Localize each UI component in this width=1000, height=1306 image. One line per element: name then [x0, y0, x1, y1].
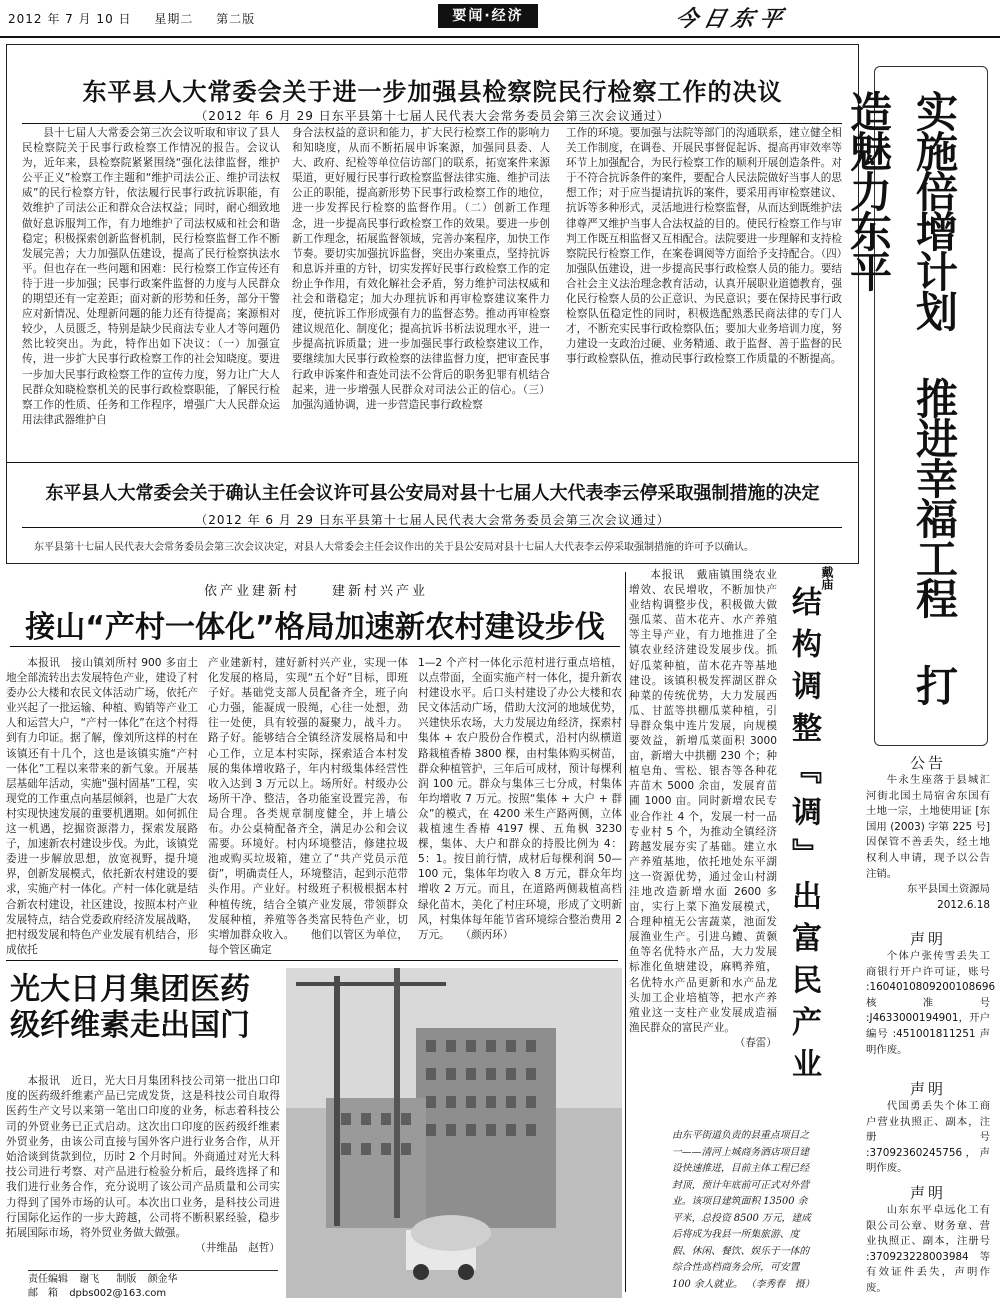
notice-statement-1 — [866, 928, 996, 1058]
article1-subtitle: （2012 年 6 月 29 日东平县第十七届人民代表大会常务委员会第三次会议通过） — [195, 109, 670, 123]
notices-column — [866, 752, 996, 1302]
article1-paragraph: 工作的环境。要加强与法院等部门的沟通联系，建立健全相关工作制度，在调卷、开展民事督促起诉、提高再审效率等环节上加强配合，为民行检察工作的顺利开展创造条件。对于不符合抗诉条件的案件，要配合人民法院做好当事人的思想工作；对于应当提请抗诉的案件，要采用再审检察建议、抗诉等多种形式，灵活地进行检察监督，从而达到既维护法律尊严又维护当事人合法权益的目的。使民行检察工作与审判工作既互相监督又互相配合。法院要进一步理解和支持检察院民行检察工作，在案卷调阅等方面给予支持配合。（四）加强队伍建设，进一步提高民事行政检察人员的能力。要结合社会主义法治理念教育活动，认真开展职业道德教育，强化民行检察人员的公正意识、为民意识；要在保持民事行政检察队伍稳定性的同时，积极选配熟悉民商法律的专门人才，不断充实民事行政检察队伍；要加大业务培训力度，努力建设一支政治过硬、业务精通、敢于监督、善于监督的民事行政检察队伍，推动民事行政检察工作质量的不断提高。 — [566, 127, 842, 366]
article1-column-2 — [292, 126, 550, 461]
notice-title: 声明 — [909, 1184, 946, 1202]
header-page: 第二版 — [216, 12, 256, 26]
article3-rule — [10, 646, 620, 647]
notice-text: 代国勇丢失个体工商户营业执照正、副本，注册号 :37092360245756，声明作废。 — [866, 1100, 990, 1175]
footer-credits — [28, 1270, 278, 1301]
article3-column-2 — [208, 656, 408, 956]
footer-editor-label: 责任编辑 — [28, 1274, 68, 1285]
photo-credit: （李秀春 摄） — [745, 1278, 815, 1290]
article4-top-rule — [6, 960, 618, 961]
notice-title: 声明 — [909, 1080, 946, 1098]
article3-paragraph: 1—2 个产村一体化示范村进行重点培植，以点带面，全面实施产村一体化，提升新农村建设水平。后口头村建设了办公大楼和农民文体活动广场，借助大汶河的地域优势，兴建快乐农场，大力发展边角经济，探索村集体 + 农户股份合作模式，沿村内纵横道路栽植香椿 3800 棵，由村集体购买树苗，群众种植管护，三年后可成材，预计每棵利润 100 元。群众与集体三七分成，村集体年均增收 7 万元。按照“集体 + 大户 + 群众”的模式，在 4200 米生产路两侧，立体栽植速生香椿 4197 棵、五角枫 3230 棵，集体、大户和群众的持股比例为 4：5：1。按目前行情，成材后每棵利润 50—100 元，集体年均收入 8 万元，群众年均增收 2 万元。而且，在道路两侧栽植高档绿化苗木，美化了村庄环境，形成了文明新风，村集体每年能节省环境综合整治费用 2 万元。 （颜丙环） — [418, 657, 622, 941]
article3-kicker: 依产业建新村 建新村兴产业 — [203, 584, 428, 599]
article5-body — [629, 568, 777, 1118]
footer-row-2 — [28, 1287, 278, 1301]
article4-byline: （井维晶 赵哲） — [195, 1242, 280, 1255]
notice-text: 牛永生座落于县城汇河街北国土局宿舍东国有土地一宗，土地使用证 [东国用 (2003) 字第 225 号] 因保管不善丢失，经土地权利人申请，现予以公告注销。 — [866, 774, 990, 880]
article1-column-3 — [566, 126, 842, 431]
notice-body — [866, 949, 996, 1058]
notice-date: 2012.6.18 — [937, 898, 990, 911]
article5-left-rule — [625, 572, 626, 1292]
article4-title-line2: 级纤维素走出国门 — [10, 1008, 250, 1043]
article2-body: 东平县第十七届人民代表大会常务委员会第三次会议决定，对县人大常委会主任会议作出的关于县公安局对县十七届人大代表李云停采取强制措施的许可予以确认。 — [34, 542, 754, 553]
construction-photo-image — [286, 968, 622, 1298]
article4-title-line1: 光大日月集团医药 — [10, 972, 250, 1007]
footer-producer: 颜金华 — [147, 1274, 178, 1285]
masthead-logo: 今日东平 — [672, 6, 791, 32]
header-weekday: 星期二 — [154, 12, 194, 26]
article1-rule — [22, 123, 842, 124]
footer-email-label: 邮 箱 — [28, 1288, 58, 1299]
header-dateline — [8, 10, 273, 27]
notice-public — [866, 752, 990, 913]
article5-kicker: 戴庙 — [820, 566, 834, 590]
header-date: 2012 年 7 月 10 日 — [8, 12, 132, 26]
notice-text: 个体户张传雪丢失工商银行开户许可证，账号 :1604010809200108696 核准号 :J4633000194901，开户编号 :451001811251 声明作废。 — [866, 950, 996, 1056]
notice-statement-2 — [866, 1078, 990, 1177]
article2-rule — [22, 527, 842, 528]
article4-paragraph: 本报讯 近日，光大日月集团科技公司第一批出口印度的医药级纤维素产品已完成发货，这是科技公司自取得医药生产文号以来第一笔出口印度的业务，标志着科技公司的外贸业务已正式启动。这次出口印度的医药级纤维素外贸业务，由该公司直接与国外客户进行业务合作，从开始洽谈到货款到位，历时 2 个月时间。外商通过对光大科技公司进行考察、对产品进行检验分析后，最终选择了和我们进行业务合作，充分说明了该公司产品质量和公司实力得到了国外市场的认可。本次出口业务，是科技公司进行国际化运作的一步大跨越，公司将不断积累经验，稳步拓展国际市场，将外贸业务做大做强。 — [6, 1075, 280, 1240]
article1-title: 东平县人大常委会关于进一步加强县检察院民行检察工作的决议 — [82, 78, 783, 106]
notice-title: 声明 — [909, 930, 946, 948]
article1-paragraph: 身合法权益的意识和能力，扩大民行检察工作的影响力和知晓度，从而不断拓展申诉案源，加强同县委、人大、政府、纪检等单位信访部门的联系，拓宽案件来源渠道，更好履行民事行政检察监督法律实施、维护司法公正的职能，提高新形势下民事行政检察工作的地位，进一步发挥民行检察的监督作用。（二）创新工作理念，进一步提高民事行政检察工作的效果。要进一步创新工作理念，拓展监督领域，完善办案程序，加快工作节奏。要切实加强抗诉监督，突出办案重点，坚持抗诉和息诉并重的方针，切实发挥好民事行政检察工作的定纷止争作用，有效化解社会矛盾，努力维护司法权威和社会和谐稳定；加大办理抗诉和再审检察建议案件力度，使抗诉工作形成强有力的监督态势。推动再审检察建议规范化、制度化；提高抗诉书析法说理水平，进一步提高抗诉质量；进一步加强民事行政检察建议工作，要继续加大民事行政检察的法律监督力度，把审查民事行政申诉案件和查处司法不公背后的职务犯罪有机结合起来，进一步增强人民群众对司法公正的信心。（三）加强沟通协调，进一步营造民事行政检察 — [292, 127, 550, 411]
photo-caption — [672, 1128, 816, 1288]
article3-column-1 — [6, 656, 198, 956]
article3-column-3 — [418, 656, 622, 961]
footer-producer-label: 制版 — [116, 1274, 137, 1285]
article1-column-1 — [22, 126, 280, 461]
article3-title: 接山“产村一体化”格局加速新农村建设步伐 — [25, 610, 605, 645]
article3-paragraph: 本报讯 接山镇刘所村 900 多亩土地全部流转出去发展特色产业，建设了村委办公大楼和农民文体活动广场，依托产业兴起了一批运输、种植、购销等产业工人和运营大户，“产村一体化”在这个村得到有力印证。据了解，像刘所这样的村在该镇还有十几个，这也是该镇实施“产村一体化”工程以来带来的新气象。开展基层基础年活动，实施“强村固基”工程，实现党的工作重点向基层倾斜，也是广大农村实现快速发展的重要机遇期。如何抓住这一机遇，挖掘资源潜力，探索发展路子，加速新农村建设步伐。为此，该镇党委进一步解放思想，放宽视野，提升境界，创新发展模式，依托新农村建设的要求，实施产村一体化。产村一体化就是结合新农村建设，社区建设，按照本村产业发展特点，结合党委政府经济发展战略，把村级发展和特色产业发展有机结合，形成依托 — [6, 657, 198, 956]
notice-text: 山东东平卓远化工有限公司公章、财务章、营业执照正、副本，注册号 :370923228003984 等有效证件丢失，声明作废。 — [866, 1204, 990, 1294]
article5-paragraph: 本报讯 戴庙镇围绕农业增效、农民增收，不断加快产业结构调整步伐，积极做大做强瓜菜、苗木花卉、水产养殖等主导产业，有力地推进了全镇农业经济建设发展步伐。抓好瓜菜种植，苗木花卉等基地建设。该镇积极发挥湖区群众种菜的传统优势，大力发展西瓜、甘蓝等拱棚瓜菜种植，引导群众集中连片发展，向规模要效益，新增瓜菜面积 3000 亩，新增大中拱棚 230 个；种植皂角、雪松、银杏等各种花卉苗木 5000 余亩，发展育苗圃 1000 亩。同时新增农民专业合作社 4 个，发展一村一品专业村 5 个，为推动全镇经济跨越发展夯实了基础。建立水产养殖基地，依托地处东平湖这一资源优势，通过金山村湖洼地改造新增水面 2600 多亩，实行上菜下渔发展模式，合理种植无公害蔬菜，池面发展渔业生产。引进乌鳢、黄颡鱼等名优特水产品，大力发展标准化鱼塘建设，麻鸭养殖，名优特水产品更新和水产品龙头加工企业培植等，把水产养殖业这一支柱产业发展成造福渔民群众的富民产业。 — [629, 569, 777, 1034]
article3-paragraph: 产业建新村，建好新村兴产业，实现一体化发展的格局，实现“五个好”目标，即班子好。基础党支部人员配备齐全，班子向心力强，能凝成一股绳，心往一处想，劲往一处使，具有较强的凝聚力，战斗力。路子好。能够结合全镇经济发展格局和中心工作，立足本村实际，探索适合本村发展的集体增收路子，年内村级集体经营性收入达到 3 万元以上。场所好。村级办公场所干净、整洁，各功能室设置完善，布局合理。各类规章制度健全，并上墙公布。办公桌椅配备齐全，满足办公和会议需要。环境好。村内环境整洁，修建拉圾池或购买垃圾箱，建立了“共产党员示范街”，明确责任人，环境整洁，起到示范带头作用。产业好。村级班子积极根据本村种植传统，结合全镇产业发展，带领群众发展种植，养殖等各类富民特色产业，切实增加群众收入。 他们以管区为单位，每个管区确定 — [208, 657, 408, 956]
article4-title — [10, 972, 280, 1044]
footer-email: dpbs002@163.com — [69, 1288, 167, 1299]
header-rule — [0, 36, 1000, 38]
notice-statement-3 — [866, 1182, 990, 1297]
photo-caption-text: 由东平街道负责的县重点项目之一——清河上城商务酒店项目建设快速推进，目前主体工程已经封顶，预计年底前可正式对外营业。该项目建筑面积 13500 余平米，总投资 8500 万元，建成后将成为我县一所集旅游、度假、休闲、餐饮、娱乐于一体的综合性高档商务会所，可安置 100 余人就业。 — [672, 1130, 811, 1290]
article5-title: 结构调整『调』出富民产业 — [786, 586, 821, 1090]
article4-body — [6, 1074, 280, 1268]
article5-byline: （春雷） — [734, 1036, 777, 1049]
notice-body — [866, 773, 990, 882]
footer-editor: 谢飞 — [79, 1274, 100, 1285]
notice-title: 公告 — [909, 754, 946, 772]
construction-photo — [286, 968, 622, 1298]
notice-body — [866, 1099, 990, 1177]
article2-top-rule — [6, 462, 859, 463]
article2-title: 东平县人大常委会关于确认主任会议许可县公安局对县十七届人大代表李云停采取强制措施的决定 — [45, 483, 820, 504]
slogan-text: 实施倍增计划 推进幸福工程 打造魅力东平 — [844, 90, 959, 704]
footer-row-1 — [28, 1273, 278, 1287]
section-tag: 要闻·经济 — [438, 4, 538, 28]
article2-subtitle: （2012 年 6 月 29 日东平县第十七届人民代表大会常务委员会第三次会议通过） — [195, 513, 670, 527]
page-header — [0, 0, 1000, 38]
notice-body — [866, 1203, 990, 1297]
article1-paragraph: 县十七届人大常委会第三次会议听取和审议了县人民检察院关于民事行政检察工作情况的报告。会议认为，近年来，县检察院紧紧围绕“强化法律监督，维护公平正义”检察工作主题和“维护司法公正、维护司法权威”的民行检察方针，依法履行民事行政抗诉职能，有效维护了司法公正和群众合法权益；同时，耐心细致地做好息诉服判工作，有力地维护了司法权威和社会和谐稳定；积极探索创新监督机制，民行检察监督工作不断发展完善；大力加强队伍建设，提高了民行检察执法水平。但也存在一些问题和困难：民行检察工作宣传还有待于进一步加强；民事行政案件监督的力度与人民群众的期望还有一定差距；面对新的形势和任务，部分干警应对新情况、处理新问题的能力还有待提高；案源相对较少，人员匮乏，特别是缺少民商法专业人才等问题仍然比较突出。为此，特作出如下决议：（一）加强宣传，进一步扩大民事行政检察工作的社会知晓度。要进一步加大民事行政检察工作的宣传力度，努力让广大人民群众知晓检察机关的民事行政检察职能，了解民行检察工作的性质、任务和工作程序，增强广大人民群众运用法律武器维护自 — [22, 127, 280, 426]
notice-signature: 东平县国土资源局 — [906, 883, 990, 896]
